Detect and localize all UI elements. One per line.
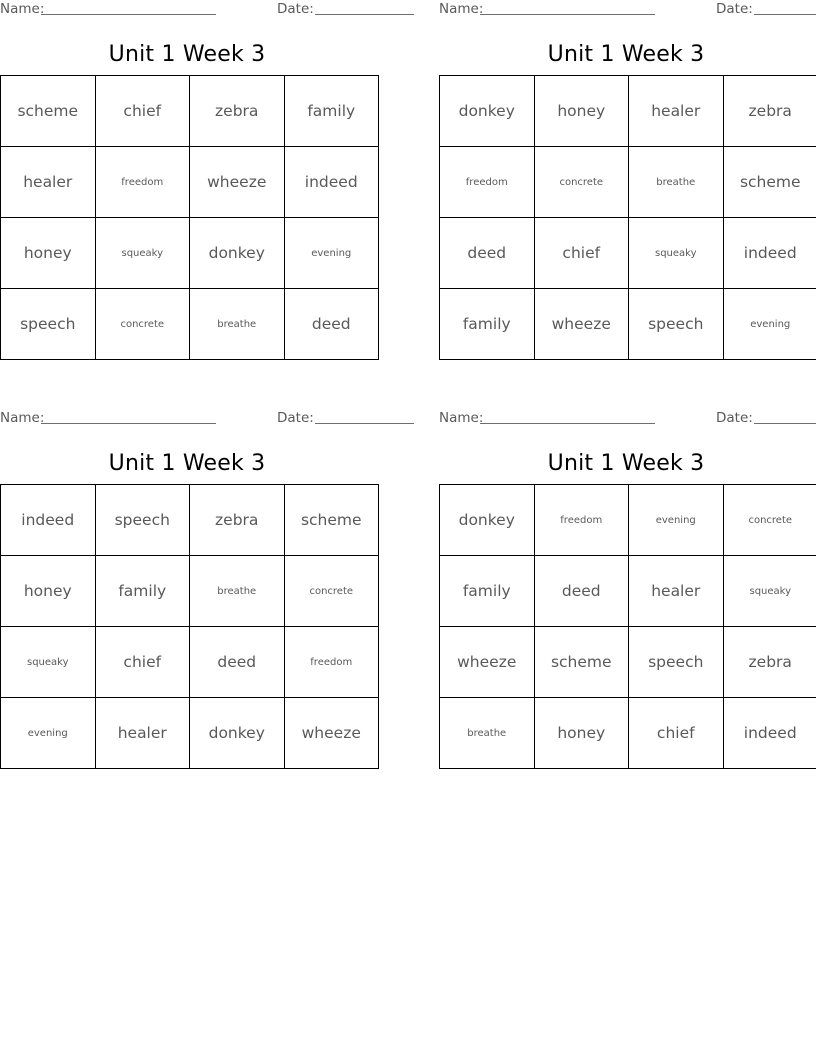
bingo-cell[interactable]: family bbox=[284, 76, 379, 147]
name-label: Name: bbox=[0, 410, 45, 426]
name-label: Name: bbox=[439, 1, 484, 17]
bingo-cell[interactable]: honey bbox=[534, 698, 629, 769]
card-title: Unit 1 Week 3 bbox=[108, 42, 266, 67]
bingo-cell[interactable]: donkey bbox=[440, 485, 535, 556]
table-row bbox=[1, 76, 379, 147]
date-label: Date: bbox=[277, 1, 314, 17]
name-date-line bbox=[0, 409, 374, 431]
bingo-cell[interactable]: freedom bbox=[440, 147, 535, 218]
table-row bbox=[1, 289, 379, 360]
table-row bbox=[1, 218, 379, 289]
table-row bbox=[1, 698, 379, 769]
bingo-cell[interactable]: healer bbox=[1, 147, 96, 218]
bingo-cell[interactable]: honey bbox=[1, 218, 96, 289]
table-row bbox=[1, 627, 379, 698]
bingo-card-2 bbox=[439, 0, 813, 360]
table-row bbox=[440, 485, 816, 556]
card-title: Unit 1 Week 3 bbox=[108, 451, 266, 476]
bingo-cell[interactable]: scheme bbox=[1, 76, 96, 147]
name-write-in-rule[interactable] bbox=[480, 14, 655, 15]
bingo-cell[interactable]: deed bbox=[284, 289, 379, 360]
bingo-cell[interactable]: breathe bbox=[190, 289, 285, 360]
bingo-grid bbox=[439, 484, 816, 769]
bingo-cell[interactable]: honey bbox=[534, 76, 629, 147]
bingo-cell[interactable]: family bbox=[440, 556, 535, 627]
bingo-cell[interactable]: freedom bbox=[534, 485, 629, 556]
bingo-cell[interactable]: scheme bbox=[284, 485, 379, 556]
table-row bbox=[440, 76, 816, 147]
date-label: Date: bbox=[716, 410, 753, 426]
bingo-cell[interactable]: squeaky bbox=[1, 627, 96, 698]
bingo-grid bbox=[0, 75, 379, 360]
bingo-cell[interactable]: wheeze bbox=[440, 627, 535, 698]
bingo-cell[interactable]: donkey bbox=[190, 698, 285, 769]
bingo-cell[interactable]: wheeze bbox=[190, 147, 285, 218]
bingo-cell[interactable]: chief bbox=[95, 627, 190, 698]
bingo-cell[interactable]: zebra bbox=[723, 627, 816, 698]
bingo-card-3 bbox=[0, 409, 374, 769]
bingo-cell[interactable]: honey bbox=[1, 556, 96, 627]
table-row bbox=[1, 485, 379, 556]
bingo-cell[interactable]: squeaky bbox=[723, 556, 816, 627]
card-title: Unit 1 Week 3 bbox=[547, 42, 705, 67]
name-date-line bbox=[0, 0, 374, 22]
bingo-cell[interactable]: family bbox=[440, 289, 535, 360]
bingo-cell[interactable]: concrete bbox=[723, 485, 816, 556]
bingo-cell[interactable]: speech bbox=[95, 485, 190, 556]
name-label: Name: bbox=[0, 1, 45, 17]
bingo-cell[interactable]: indeed bbox=[723, 218, 816, 289]
table-row bbox=[440, 218, 816, 289]
bingo-cell[interactable]: freedom bbox=[284, 627, 379, 698]
date-write-in-rule[interactable] bbox=[754, 14, 816, 15]
bingo-cell[interactable]: concrete bbox=[534, 147, 629, 218]
table-row bbox=[440, 627, 816, 698]
bingo-cell[interactable]: evening bbox=[629, 485, 724, 556]
bingo-cell[interactable]: scheme bbox=[723, 147, 816, 218]
bingo-cell[interactable]: indeed bbox=[1, 485, 96, 556]
date-label: Date: bbox=[277, 410, 314, 426]
bingo-cell[interactable]: breathe bbox=[440, 698, 535, 769]
bingo-cell[interactable]: wheeze bbox=[534, 289, 629, 360]
bingo-cell[interactable]: freedom bbox=[95, 147, 190, 218]
date-label: Date: bbox=[716, 1, 753, 17]
bingo-cell[interactable]: chief bbox=[629, 698, 724, 769]
bingo-cell[interactable]: breathe bbox=[190, 556, 285, 627]
bingo-cell[interactable]: speech bbox=[1, 289, 96, 360]
bingo-cell[interactable]: healer bbox=[629, 76, 724, 147]
bingo-cell[interactable]: squeaky bbox=[629, 218, 724, 289]
bingo-cell[interactable]: indeed bbox=[284, 147, 379, 218]
bingo-cell[interactable]: concrete bbox=[95, 289, 190, 360]
table-row bbox=[1, 147, 379, 218]
name-write-in-rule[interactable] bbox=[41, 423, 216, 424]
card-title: Unit 1 Week 3 bbox=[547, 451, 705, 476]
date-write-in-rule[interactable] bbox=[315, 14, 414, 15]
bingo-cell[interactable]: zebra bbox=[723, 76, 816, 147]
bingo-cell[interactable]: deed bbox=[440, 218, 535, 289]
bingo-grid bbox=[439, 75, 816, 360]
table-row bbox=[440, 698, 816, 769]
bingo-cell[interactable]: healer bbox=[629, 556, 724, 627]
name-write-in-rule[interactable] bbox=[41, 14, 216, 15]
bingo-cell[interactable]: breathe bbox=[629, 147, 724, 218]
bingo-cell[interactable]: chief bbox=[95, 76, 190, 147]
table-row bbox=[440, 289, 816, 360]
name-label: Name: bbox=[439, 410, 484, 426]
bingo-cell[interactable]: donkey bbox=[190, 218, 285, 289]
bingo-cell[interactable]: healer bbox=[95, 698, 190, 769]
bingo-cell[interactable]: speech bbox=[629, 627, 724, 698]
bingo-cell[interactable]: concrete bbox=[284, 556, 379, 627]
bingo-cell[interactable]: chief bbox=[534, 218, 629, 289]
bingo-cell[interactable]: evening bbox=[284, 218, 379, 289]
bingo-cell[interactable]: speech bbox=[629, 289, 724, 360]
date-write-in-rule[interactable] bbox=[315, 423, 414, 424]
table-row bbox=[440, 147, 816, 218]
bingo-cell[interactable]: zebra bbox=[190, 76, 285, 147]
bingo-cell[interactable]: deed bbox=[190, 627, 285, 698]
name-date-line bbox=[439, 409, 813, 431]
name-write-in-rule[interactable] bbox=[480, 423, 655, 424]
bingo-card-4 bbox=[439, 409, 813, 769]
bingo-cell[interactable]: indeed bbox=[723, 698, 816, 769]
table-row bbox=[440, 556, 816, 627]
bingo-card-1 bbox=[0, 0, 374, 360]
name-date-line bbox=[439, 0, 813, 22]
date-write-in-rule[interactable] bbox=[754, 423, 816, 424]
bingo-cell[interactable]: evening bbox=[1, 698, 96, 769]
bingo-cell[interactable]: donkey bbox=[440, 76, 535, 147]
table-row bbox=[1, 556, 379, 627]
bingo-cell[interactable]: scheme bbox=[534, 627, 629, 698]
bingo-cell[interactable]: squeaky bbox=[95, 218, 190, 289]
bingo-cell[interactable]: family bbox=[95, 556, 190, 627]
bingo-cell[interactable]: zebra bbox=[190, 485, 285, 556]
bingo-cell[interactable]: wheeze bbox=[284, 698, 379, 769]
bingo-grid bbox=[0, 484, 379, 769]
bingo-cell[interactable]: deed bbox=[534, 556, 629, 627]
bingo-cell[interactable]: evening bbox=[723, 289, 816, 360]
